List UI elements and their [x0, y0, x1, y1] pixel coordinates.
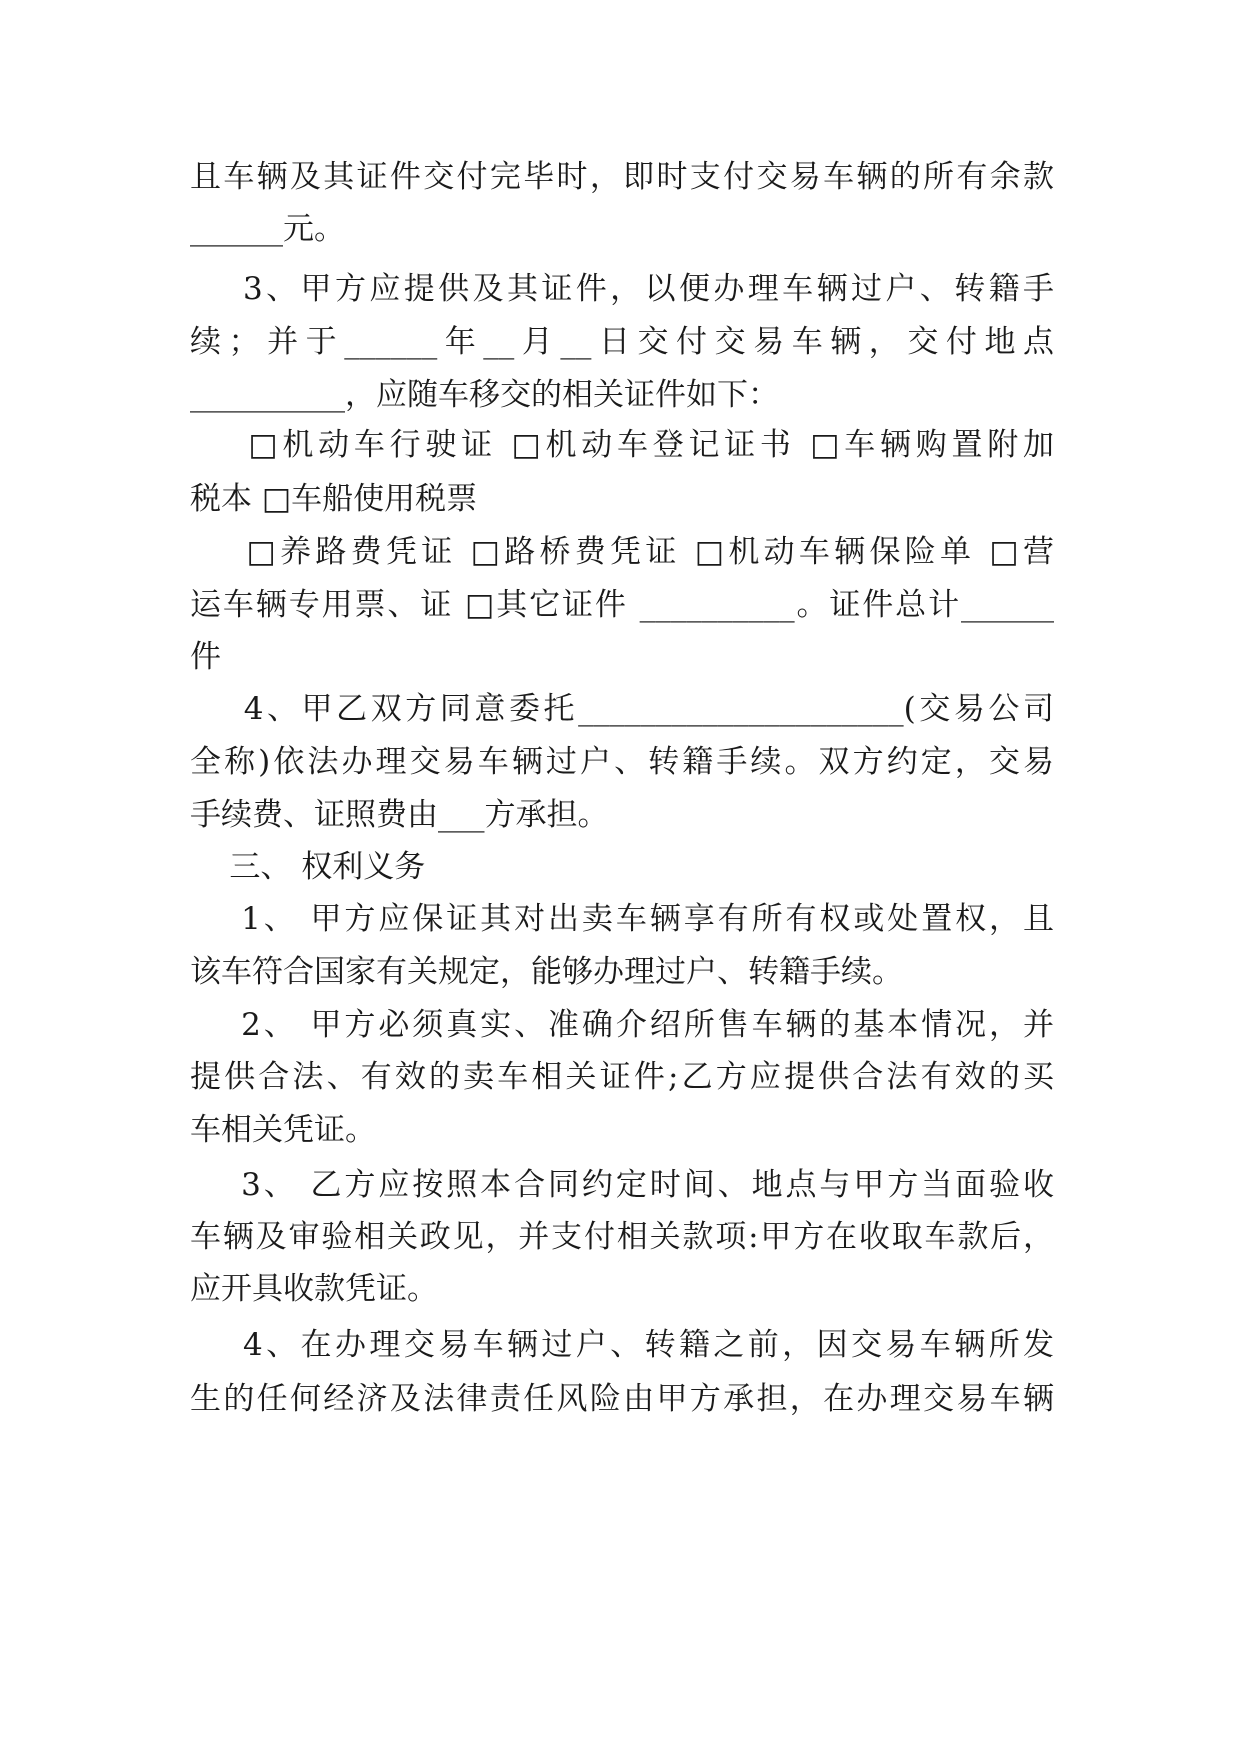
- text-line: 3、 乙方应按照本合同约定时间、地点与甲方当面验收: [190, 1167, 1054, 1203]
- text-line: 续；并于______年__月__日交付交易车辆，交付地点: [190, 324, 1054, 360]
- text-line: 生的任何经济及法律责任风险由甲方承担，在办理交易车辆: [190, 1381, 1054, 1417]
- text-line: 应开具收款凭证。: [190, 1271, 438, 1307]
- text-line: 税本 □车船使用税票: [190, 481, 478, 517]
- text-line: 1、 甲方应保证其对出卖车辆享有所有权或处置权，且: [190, 901, 1054, 937]
- text-line: 车辆及审验相关政见，并支付相关款项:甲方在收取车款后，: [190, 1219, 1054, 1255]
- section-heading: 三、 权利义务: [190, 849, 426, 885]
- text-line: 4、甲乙双方同意委托_____________________(交易公司: [190, 691, 1054, 727]
- text-line: 全称)依法办理交易车辆过户、转籍手续。双方约定，交易: [190, 744, 1054, 780]
- text-line: 提供合法、有效的卖车相关证件;乙方应提供合法有效的买: [190, 1059, 1054, 1095]
- text-line: 该车符合国家有关规定，能够办理过户、转籍手续。: [190, 954, 903, 990]
- text-line: □养路费凭证 □路桥费凭证 □机动车辆保险单 □营: [190, 534, 1054, 570]
- text-line: 4、在办理交易车辆过户、转籍之前，因交易车辆所发: [190, 1327, 1054, 1363]
- text-line: □机动车行驶证 □机动车登记证书 □车辆购置附加: [190, 427, 1054, 463]
- text-line: 手续费、证照费由___方承担。: [190, 797, 609, 833]
- text-line: 3、甲方应提供及其证件，以便办理车辆过户、转籍手: [190, 271, 1054, 307]
- text-line: 车相关凭证。: [190, 1112, 376, 1148]
- text-line: 件: [190, 639, 221, 675]
- text-line: __________，应随车移交的相关证件如下：: [190, 377, 779, 413]
- text-line: 且车辆及其证件交付完毕时，即时支付交易车辆的所有余款: [190, 159, 1054, 195]
- text-line: ______元。: [190, 211, 345, 247]
- text-line: 运车辆专用票、证 □其它证件 __________。证件总计______: [190, 587, 1054, 623]
- text-line: 2、 甲方必须真实、准确介绍所售车辆的基本情况，并: [190, 1007, 1054, 1043]
